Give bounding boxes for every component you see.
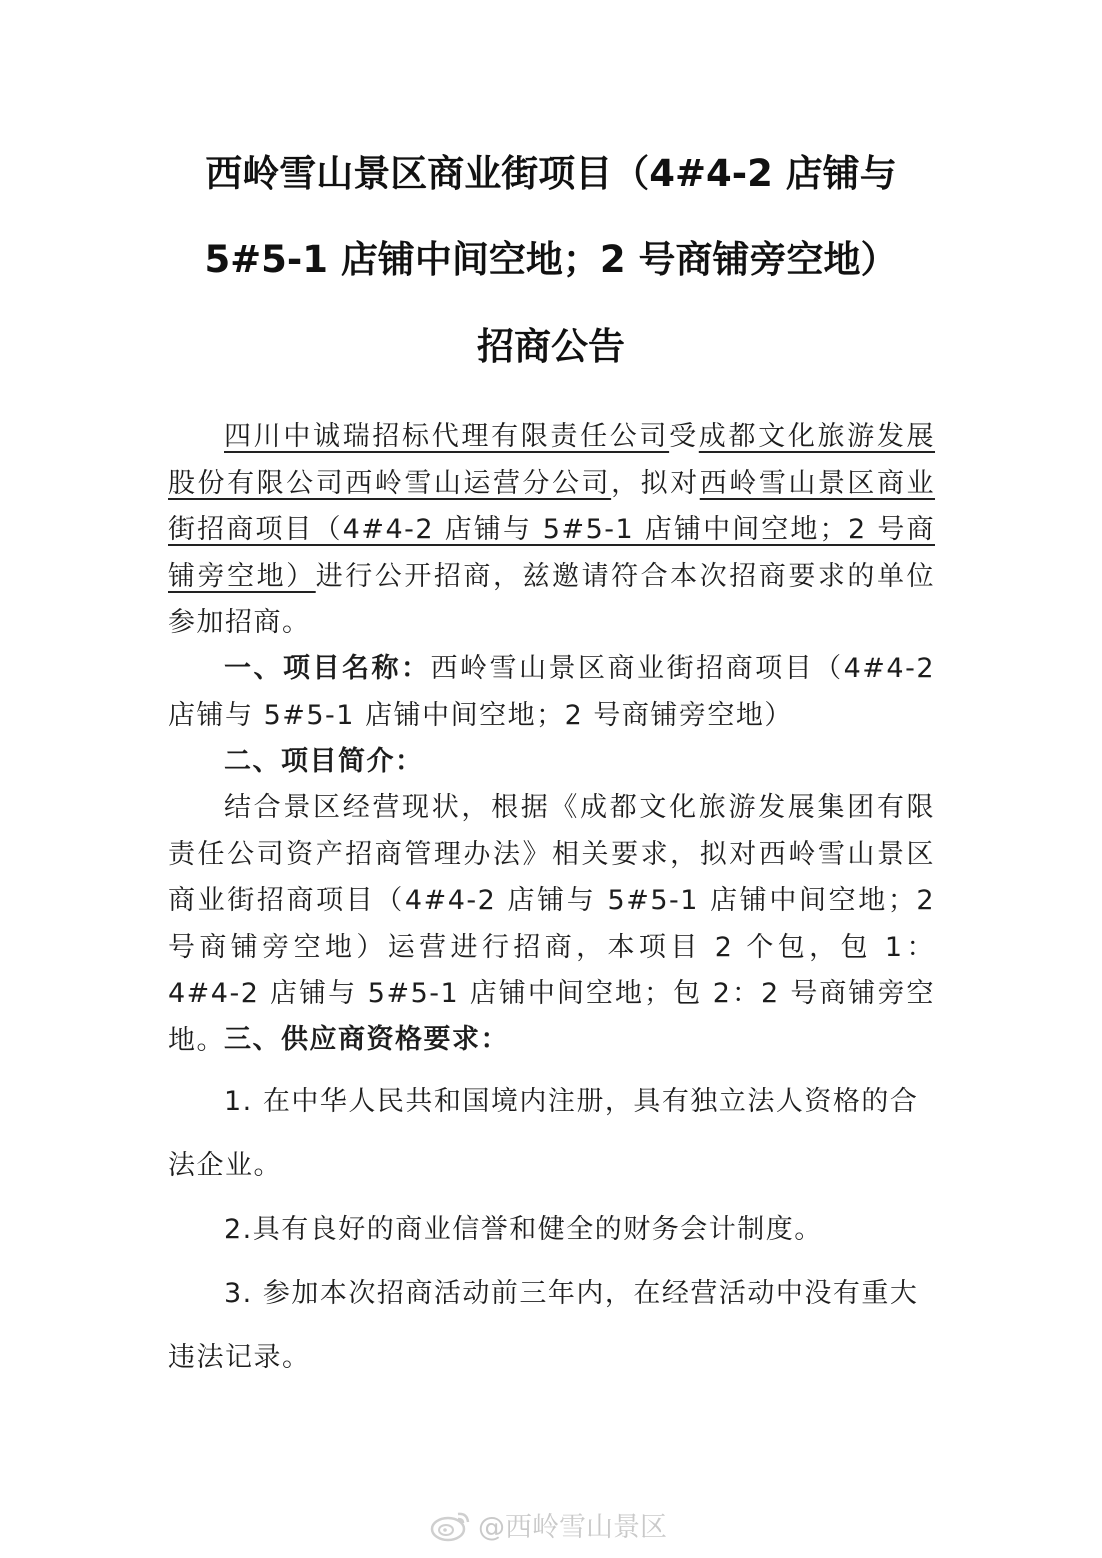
watermark [428,1505,667,1544]
intro-text-3: 进行公开招商，兹邀请符合本次招商要求的单位参加招商。 [168,560,936,638]
section-1 [168,646,935,739]
title-line-2: 5#5-1 店铺中间空地；2 号商铺旁空地） [204,238,898,281]
section-1-heading: 一、项目名称： [224,653,431,684]
section-1-content: 西岭雪山景区商业街招商项目（4#4-2 店铺与 5#5-1 店铺中间空地；2 号商铺旁空地） [168,653,935,731]
intro-paragraph [168,414,935,647]
requirement-item-1: 1. 在中华人民共和国境内注册，具有独立法人资格的合法企业。 [168,1086,919,1181]
intro-text-2: ，拟对 [611,467,700,499]
project-name: 西岭雪山景区商业街招商项目（4#4-2 店铺与 5#5-1 店铺中间空地；2 号商铺旁空地） [168,467,936,592]
requirement-item-3: 3. 参加本次招商活动前三年内，在经营活动中没有重大违法记录。 [168,1278,919,1373]
section-2-content: 结合景区经营现状，根据《成都文化旅游发展集团有限责任公司资产招商管理办法》相关要求，拟对西岭雪山景区商业街招商项目（4#4-2 店铺与 5#5-1 店铺中间空地；2 号商铺旁空地）运营进行招商，本项目 2 个包，包 1：4#4-2 店铺与 5#5-1 店铺中间空地；包 2：2 号商铺旁空地。 [168,792,935,1056]
intro-text-1: 受 [669,421,699,452]
agency-name: 四川中诚瑞招标代理有限责任公司 [224,421,670,452]
weibo-icon [428,1508,472,1542]
requirement-item-2: 2.具有良好的商业信誉和健全的财务会计制度。 [224,1214,823,1245]
client-name: 成都文化旅游发展股份有限公司西岭雪山运营分公司 [168,421,936,499]
section-3-heading: 三、供应商资格要求： [224,1024,509,1055]
section-2-heading: 二、项目简介： [224,746,424,777]
title-line-3: 招商公告 [477,325,625,368]
watermark-text: @西岭雪山景区 [478,1512,667,1543]
title-line-1: 西岭雪山景区商业街项目（4#4-2 店铺与 [205,152,897,195]
